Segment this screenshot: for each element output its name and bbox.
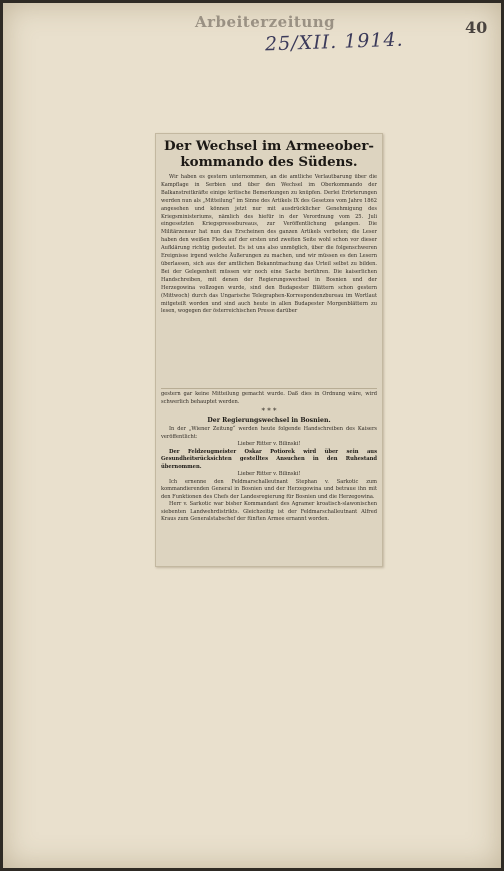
handwritten-date: 25/XII. 1914. bbox=[264, 28, 404, 56]
page-number: 40 bbox=[465, 18, 488, 37]
closing-paragraph: Herr v. Sarkotic war bisher Kommandant des Agramer kroatisch-slawonischen siebenten Landwehrdistrikts. Gleichzeitig ist der Feldmarschalleutnant Alfred Kraus zum Generalstabschef der fünften Armee ernannt worden. bbox=[161, 501, 377, 522]
article-paragraph-2: gestern gar keine Mitteilung gemacht wurde. Daß dies in Ordnung wäre, wird schwerlich behauptet werden. bbox=[161, 391, 377, 405]
letter-1-body: Der Feldzeugmeister Oskar Potiorek wird über sein aus Gesundheitsrücksichten gestelltes Ansuchen in den Ruhestand übernommen. bbox=[161, 448, 377, 470]
clipping-lower-part bbox=[161, 388, 377, 524]
headline-line-1: Der Wechsel im Armeeober- bbox=[163, 138, 374, 154]
letter-1-salutation: Lieber Ritter v. Bilinski! bbox=[237, 441, 301, 447]
section-divider-ornament: * * * bbox=[261, 407, 277, 415]
clipping-upper-part bbox=[161, 138, 377, 316]
section-heading: Der Regierungswechsel in Bosnien. bbox=[207, 417, 331, 424]
newspaper-clipping bbox=[155, 133, 383, 567]
letter-2-salutation: Lieber Ritter v. Bilinski! bbox=[237, 471, 301, 477]
newspaper-masthead: Arbeiterzeitung bbox=[195, 13, 336, 31]
article-headline bbox=[161, 138, 377, 170]
archive-page bbox=[3, 3, 501, 868]
section-intro: In der „Wiener Zeitung“ werden heute folgende Handschreiben des Kaisers veröffentlicht: bbox=[161, 426, 377, 440]
article-paragraph-1: Wir haben es gestern unternommen, an die amtliche Verlautbarung über die Kampflage in Serbien und über den Wechsel im Oberkommando der Balkanstreitkräfte einige kritische Bemerkungen zu knüpfen. Derlei Erörterungen werden nun als „Mitteilung“ im Sinne des Artikels IX des Gesetzes vom Jahre 1862 angesehen und können jetzt nur mit ausdrücklicher Genehmigung des Kriegsministeriums, nämlich des hiefür in der Verordnung vom 25. Juli eingesetzten Kriegspressebureaus, zur Veröffentlichung gelangen. Die Militärzensur hat nun das Erscheinen des ganzen Artikels verboten; die Leser haben den weißen Fleck auf der ersten und zweiten Seite wohl schon vor dieser Aufklärung richtig gedeutet. Es ist uns also unmöglich, über die folgenschweren Ereignisse irgend welche Äußerungen zu machen, und wir müssen es den Lesern überlassen, sich aus der amtlichen Bekanntmachung das Urteil selbst zu bilden. Bei der Gelegenheit müssen wir noch eine Sache berühren. Die kaiserlichen Handschreiben, mit denen der Regierungswechsel in Bosnien und der Herzegowina vollzogen wurde, sind den Budapester Blättern schon gestern (Mittwoch) durch das Ungarische Telegraphen-Korrespondenzbureau im Wortlaut mitgeteilt worden und sind auch heute in allen Budapester Morgenblättern zu lesen, wogegen der österreichischen Presse darüber bbox=[161, 174, 377, 315]
letter-2-body: Ich ernenne den Feldmarschalleutnant Stephan v. Sarkotic zum kommandierenden General in Bosnien und der Herzegowina und betraue ihn mit den Funktionen des Chefs der Landesregierung für Bosnien und die Herzegowina. bbox=[161, 478, 377, 500]
headline-line-2: kommando des Südens. bbox=[180, 154, 358, 170]
